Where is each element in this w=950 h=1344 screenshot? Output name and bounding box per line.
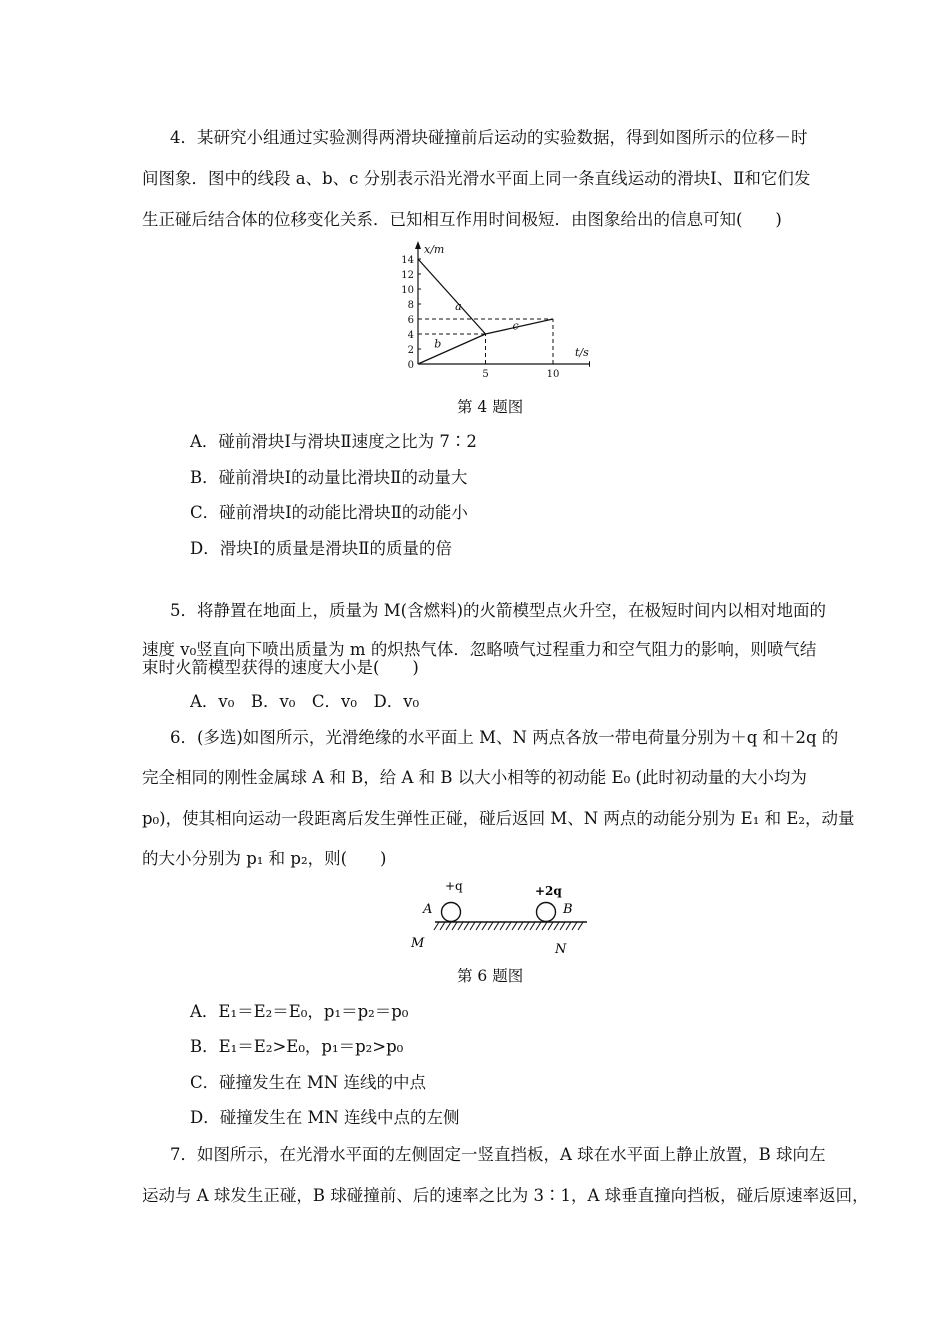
hatch-stroke: [440, 922, 445, 930]
q4-option-a: A．碰前滑块Ⅰ与滑块Ⅱ速度之比为 7∶2: [190, 432, 477, 451]
q4-option-d: D．滑块Ⅰ的质量是滑块Ⅱ的质量的倍: [190, 539, 452, 558]
hatch-stroke: [470, 922, 475, 930]
q6-option-a: A．E₁＝E₂＝E₀，p₁＝p₂＝p₀: [190, 1002, 409, 1021]
q5-line-3: 束时火箭模型获得的速度大小是( ): [142, 658, 419, 677]
y-tick-label: 8: [407, 300, 414, 311]
x-axis-label: t/s: [575, 346, 589, 359]
q5-line-1: 5．将静置在地面上，质量为 M(含燃料)的火箭模型点火升空，在极短时间内以相对地面的: [170, 601, 827, 620]
y-axis-arrow: [415, 241, 421, 249]
hatch-stroke: [560, 922, 565, 930]
sphere-a: [442, 903, 461, 922]
hatch-stroke: [476, 922, 481, 930]
q6-option-c: C．碰撞发生在 MN 连线的中点: [190, 1073, 426, 1092]
hatch-stroke: [446, 922, 451, 930]
hatch-stroke: [518, 922, 523, 930]
series-label-c: c: [512, 319, 519, 333]
q6-option-d: D．碰撞发生在 MN 连线中点的左侧: [190, 1108, 460, 1127]
q4-line-2: 间图象．图中的线段 a、b、c 分别表示沿光滑水平面上同一条直线运动的滑块Ⅰ、Ⅱ和它们发: [142, 169, 811, 188]
hatch-stroke: [536, 922, 541, 930]
q4-figure-caption: 第 4 题图: [457, 398, 524, 416]
x-axis-arrow: [589, 361, 590, 367]
ground-hatching: [434, 922, 583, 930]
hatch-stroke: [506, 922, 511, 930]
q6-line-4: 的大小分别为 p₁ 和 p₂，则( ): [142, 849, 387, 868]
y-tick-label: 14: [401, 255, 414, 266]
hatch-stroke: [572, 922, 577, 930]
hatch-stroke: [566, 922, 571, 930]
charged-spheres-figure: [405, 875, 595, 960]
y-tick-label: 0: [407, 360, 414, 371]
y-axis-label: x/m: [424, 243, 445, 256]
hatch-stroke: [452, 922, 457, 930]
charge-a-label: +q: [445, 879, 463, 893]
hatch-stroke: [482, 922, 487, 930]
q6-line-3: p₀)，使其相向运动一段距离后发生弹性正碰，碰后返回 M、N 两点的动能分别为 E₁ 和 E₂，动量: [142, 809, 855, 828]
hatch-stroke: [500, 922, 505, 930]
series-label-a: a: [455, 300, 462, 313]
sphere-b: [537, 903, 556, 922]
hatch-stroke: [554, 922, 559, 930]
hatch-stroke: [434, 922, 439, 930]
point-m-label: M: [411, 936, 425, 951]
q6-line-2: 完全相同的刚性金属球 A 和 B，给 A 和 B 以大小相等的初动能 E₀ (此时初动量的大小均为: [142, 768, 807, 787]
hatch-stroke: [530, 922, 535, 930]
y-tick-label: 12: [401, 270, 414, 281]
sphere-a-label: A: [423, 902, 433, 917]
series-line-a: [418, 259, 486, 334]
q4-line-1: 4．某研究小组通过实验测得两滑块碰撞前后运动的实验数据，得到如图所示的位移－时: [170, 128, 808, 147]
hatch-stroke: [524, 922, 529, 930]
hatch-stroke: [458, 922, 463, 930]
hatch-stroke: [542, 922, 547, 930]
charge-b-label: +2q: [535, 884, 562, 898]
q5-line-2: 速度 v₀竖直向下喷出质量为 m 的炽热气体．忽略喷气过程重力和空气阻力的影响，则喷气结: [142, 640, 817, 659]
x-tick-label: 5: [482, 369, 489, 378]
q6-figure-caption: 第 6 题图: [457, 967, 524, 985]
series-label-b: b: [434, 337, 442, 351]
q6-line-1: 6．(多选)如图所示，光滑绝缘的水平面上 M、N 两点各放一带电荷量分别为＋q 和＋2q 的: [170, 728, 839, 747]
q7-line-1: 7．如图所示，在光滑水平面的左侧固定一竖直挡板，A 球在水平面上静止放置，B 球向左: [170, 1145, 826, 1164]
hatch-stroke: [494, 922, 499, 930]
hatch-stroke: [488, 922, 493, 930]
q5-options: A．v₀ B．v₀ C．v₀ D．v₀: [190, 692, 420, 711]
q4-line-3: 生正碰后结合体的位移变化关系．已知相互作用时间极短．由图象给出的信息可知( ): [142, 210, 782, 229]
y-tick-label: 4: [407, 330, 414, 341]
y-tick-label: 6: [407, 315, 414, 326]
point-n-label: N: [555, 942, 567, 957]
series-line-c: [486, 319, 554, 334]
q4-option-c: C．碰前滑块Ⅰ的动能比滑块Ⅱ的动能小: [190, 503, 468, 522]
y-tick-label: 2: [407, 345, 414, 356]
hatch-stroke: [578, 922, 583, 930]
sphere-b-label: B: [563, 902, 573, 917]
hatch-stroke: [464, 922, 469, 930]
x-tick-label: 10: [546, 369, 560, 378]
hatch-stroke: [548, 922, 553, 930]
y-tick-label: 10: [401, 285, 414, 296]
q4-option-b: B．碰前滑块Ⅰ的动量比滑块Ⅱ的动量大: [190, 468, 468, 487]
q6-option-b: B．E₁＝E₂>E₀，p₁＝p₂>p₀: [190, 1037, 404, 1056]
q7-line-2: 运动与 A 球发生正碰，B 球碰撞前、后的速率之比为 3∶1，A 球垂直撞向挡板，碰后原速率返回，: [142, 1186, 869, 1205]
displacement-time-graph: [380, 238, 590, 378]
hatch-stroke: [512, 922, 517, 930]
series-line-b: [418, 334, 486, 364]
